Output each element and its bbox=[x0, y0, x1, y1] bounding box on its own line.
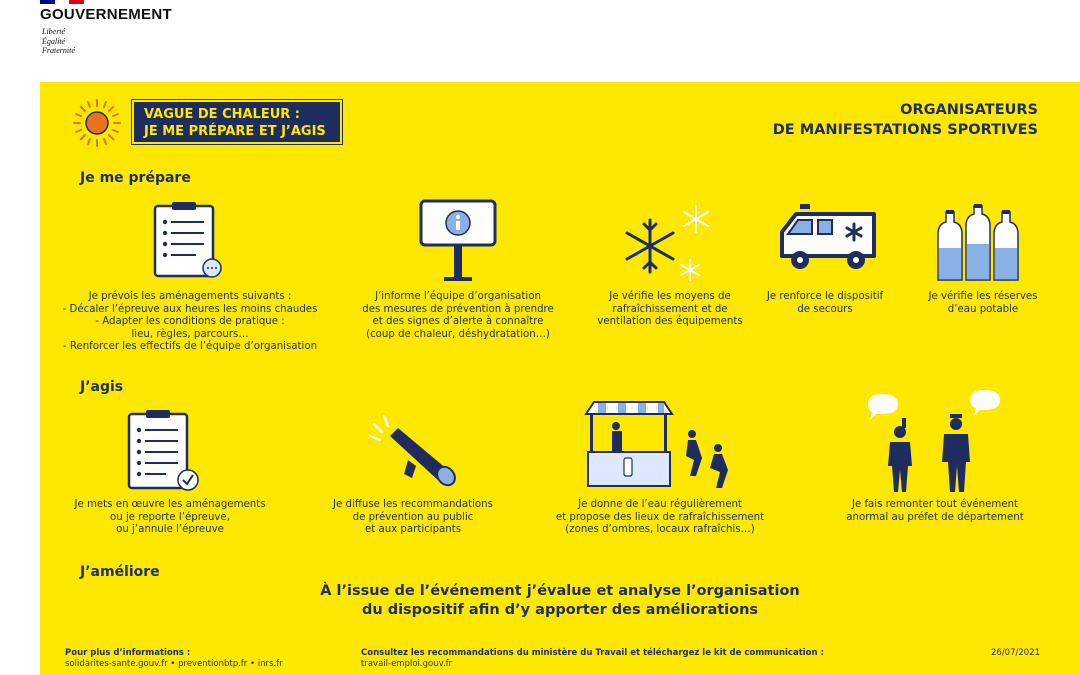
prepare-item-5-text: Je vérifie les réserves d’eau potable bbox=[928, 291, 1038, 315]
footer-date: 26/07/2021 bbox=[991, 648, 1040, 658]
audience-title: ORGANISATEURS DE MANIFESTATIONS SPORTIVES bbox=[772, 102, 1038, 138]
agis-item-3-text: Je donne de l’eau régulièrement et propose des lieux de rafraîchissement (zones d’ombres, locaux rafraîchis…) bbox=[555, 499, 765, 536]
heatwave-poster bbox=[40, 82, 1080, 675]
ameliore-statement: À l’issue de l’événement j’évalue et analyse l’organisation du dispositif afin d’y apporter des améliorations bbox=[320, 583, 800, 618]
sun-icon bbox=[72, 98, 122, 148]
government-title: GOUVERNEMENT bbox=[40, 6, 172, 23]
checklist-icon bbox=[152, 200, 224, 280]
officials-talking-icon bbox=[864, 388, 1004, 492]
prepare-item-3-text: Je vérifie les moyens de rafraîchissement et de ventilation des équipements bbox=[597, 291, 743, 328]
ambulance-icon bbox=[774, 204, 884, 280]
agis-item-4-text: Je fais remonter tout événement anormal au préfet de département bbox=[846, 499, 1024, 523]
checklist-done-icon bbox=[126, 408, 202, 494]
footer-info-links[interactable]: solidarites-sante.gouv.fr • preventionbtp.fr • inrs.fr bbox=[65, 659, 283, 669]
water-stand-icon bbox=[584, 400, 744, 492]
section-ameliore-heading: J’améliore bbox=[80, 564, 160, 580]
title-banner: VAGUE DE CHALEUR : JE ME PRÉPARE ET J’AGIS bbox=[132, 100, 342, 144]
government-logo bbox=[40, 0, 240, 70]
prepare-item-1-text: Je prévois les aménagements suivants : - Décaler l’épreuve aux heures les moins chaudes - Adapter les conditions de pratique : lieu, règles, parcours… - Renforcer les effectifs de l’équipe d’organisation bbox=[62, 291, 318, 353]
footer-travail: Consultez les recommandations du ministère du Travail et téléchargez le kit de communication : travail-emploi.gouv.fr bbox=[361, 648, 824, 669]
snowflake-icon bbox=[622, 202, 714, 286]
footer-info: Pour plus d’informations : solidarites-sante.gouv.fr • preventionbtp.fr • inrs.fr bbox=[65, 648, 283, 669]
info-sign-icon bbox=[418, 198, 498, 286]
footer-travail-link[interactable]: travail-emploi.gouv.fr bbox=[361, 659, 453, 669]
prepare-item-2-text: J’informe l’équipe d’organisation des mesures de prévention à prendre et des signes d’alerte à connaître (coup de chaleur, déshydratation…) bbox=[362, 291, 554, 340]
megaphone-icon bbox=[368, 412, 464, 492]
agis-item-1-text: Je mets en œuvre les aménagements ou je reporte l’épreuve, ou j’annule l’épreuve bbox=[74, 499, 266, 536]
section-agis-heading: J’agis bbox=[80, 379, 124, 395]
section-prepare-heading: Je me prépare bbox=[80, 170, 191, 186]
government-motto: Liberté Égalité Fraternité bbox=[42, 27, 75, 55]
water-bottles-icon bbox=[932, 204, 1028, 284]
agis-item-2-text: Je diffuse les recommandations de prévention au public et aux participants bbox=[333, 499, 493, 536]
prepare-item-4-text: Je renforce le dispositif de secours bbox=[766, 291, 884, 315]
flag-icon bbox=[40, 0, 84, 4]
